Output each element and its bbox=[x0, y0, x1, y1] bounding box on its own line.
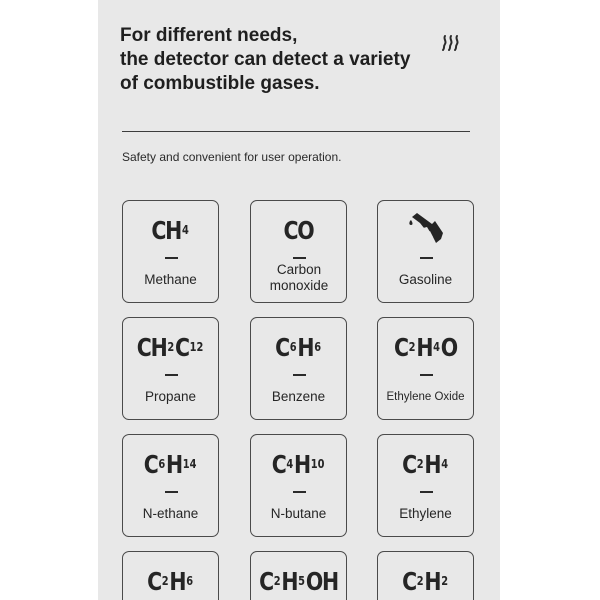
formula-subscript: 6 bbox=[186, 574, 194, 588]
formula-element: H bbox=[424, 449, 441, 479]
gas-formula bbox=[260, 564, 338, 598]
formula-subscript: 14 bbox=[182, 457, 197, 471]
subtitle: Safety and convenient for user operation. bbox=[122, 150, 342, 164]
formula-element: C bbox=[402, 449, 416, 479]
gas-card bbox=[122, 200, 219, 303]
formula-subscript: 10 bbox=[310, 457, 325, 471]
gas-formula bbox=[132, 447, 210, 481]
gas-name: Methane bbox=[144, 272, 197, 287]
formula-subscript: 2 bbox=[416, 457, 424, 471]
headline-line-3: of combustible gases. bbox=[120, 73, 320, 94]
gas-card bbox=[377, 551, 474, 600]
gas-formula bbox=[387, 447, 465, 481]
formula-element: H bbox=[294, 449, 310, 479]
gas-card bbox=[377, 317, 474, 420]
gas-formula bbox=[132, 564, 210, 598]
heat-waves-icon bbox=[441, 33, 461, 53]
formula-subscript: 2 bbox=[416, 574, 424, 588]
gas-formula bbox=[260, 330, 338, 364]
formula-element: H bbox=[416, 332, 433, 362]
divider bbox=[122, 131, 470, 132]
formula-subscript: 2 bbox=[408, 340, 416, 354]
formula-subscript: 2 bbox=[161, 574, 169, 588]
formula-element: H bbox=[297, 332, 314, 362]
gas-formula bbox=[132, 330, 210, 364]
formula-element: H bbox=[424, 566, 441, 596]
formula-subscript: 6 bbox=[289, 340, 297, 354]
formula-element: H bbox=[281, 566, 298, 596]
formula-element: C bbox=[175, 332, 189, 362]
formula-element: C bbox=[147, 566, 161, 596]
formula-subscript: 6 bbox=[314, 340, 322, 354]
formula-subscript: 2 bbox=[167, 340, 175, 354]
headline-line-1: For different needs, bbox=[120, 25, 298, 46]
formula-element: C bbox=[394, 332, 408, 362]
gas-name: Benzene bbox=[271, 389, 326, 404]
formula-subscript: 4 bbox=[181, 223, 189, 237]
formula-element: CH bbox=[151, 215, 182, 245]
gas-name: Ethylene bbox=[399, 506, 452, 521]
gas-name: Gasoline bbox=[398, 272, 453, 287]
gas-name: N-butane bbox=[270, 506, 327, 521]
formula-element: CH bbox=[136, 332, 167, 362]
formula-element: H bbox=[169, 566, 186, 596]
headline bbox=[120, 24, 440, 96]
formula-element: CO bbox=[283, 215, 314, 245]
formula-element: O bbox=[440, 332, 457, 362]
formula-element: C bbox=[259, 566, 273, 596]
formula-element: C bbox=[271, 449, 286, 479]
formula-element: C bbox=[402, 566, 416, 596]
formula-subscript: 4 bbox=[433, 340, 440, 354]
formula-subscript: 12 bbox=[189, 340, 204, 354]
formula-subscript: 4 bbox=[441, 457, 449, 471]
gas-formula bbox=[387, 330, 465, 364]
gas-formula bbox=[260, 213, 338, 247]
formula-element: C bbox=[275, 332, 289, 362]
gas-name: N-ethane bbox=[142, 506, 199, 521]
gas-card bbox=[377, 434, 474, 537]
formula-element: C bbox=[143, 449, 158, 479]
formula-subscript: 2 bbox=[273, 574, 281, 588]
gas-card bbox=[250, 434, 347, 537]
fuel-nozzle-icon bbox=[408, 207, 448, 249]
formula-element: H bbox=[166, 449, 182, 479]
gas-formula bbox=[387, 564, 465, 598]
gas-card bbox=[250, 317, 347, 420]
gas-name: Propane bbox=[144, 389, 197, 404]
gas-name: Ethylene Oxide bbox=[386, 391, 465, 403]
formula-subscript: 4 bbox=[286, 457, 294, 471]
gas-formula bbox=[260, 447, 338, 481]
gas-card bbox=[122, 434, 219, 537]
product-panel bbox=[98, 0, 500, 600]
gas-card bbox=[250, 200, 347, 303]
formula-subscript: 6 bbox=[158, 457, 166, 471]
formula-subscript: 2 bbox=[441, 574, 449, 588]
gas-formula bbox=[132, 213, 210, 247]
gas-card bbox=[250, 551, 347, 600]
gas-card bbox=[377, 200, 474, 303]
gas-card bbox=[122, 551, 219, 600]
gas-name: Carbon monoxide bbox=[269, 262, 329, 293]
gas-card bbox=[122, 317, 219, 420]
formula-subscript: 5 bbox=[298, 574, 305, 588]
headline-line-2: the detector can detect a variety bbox=[120, 49, 411, 70]
formula-element: OH bbox=[305, 566, 338, 596]
